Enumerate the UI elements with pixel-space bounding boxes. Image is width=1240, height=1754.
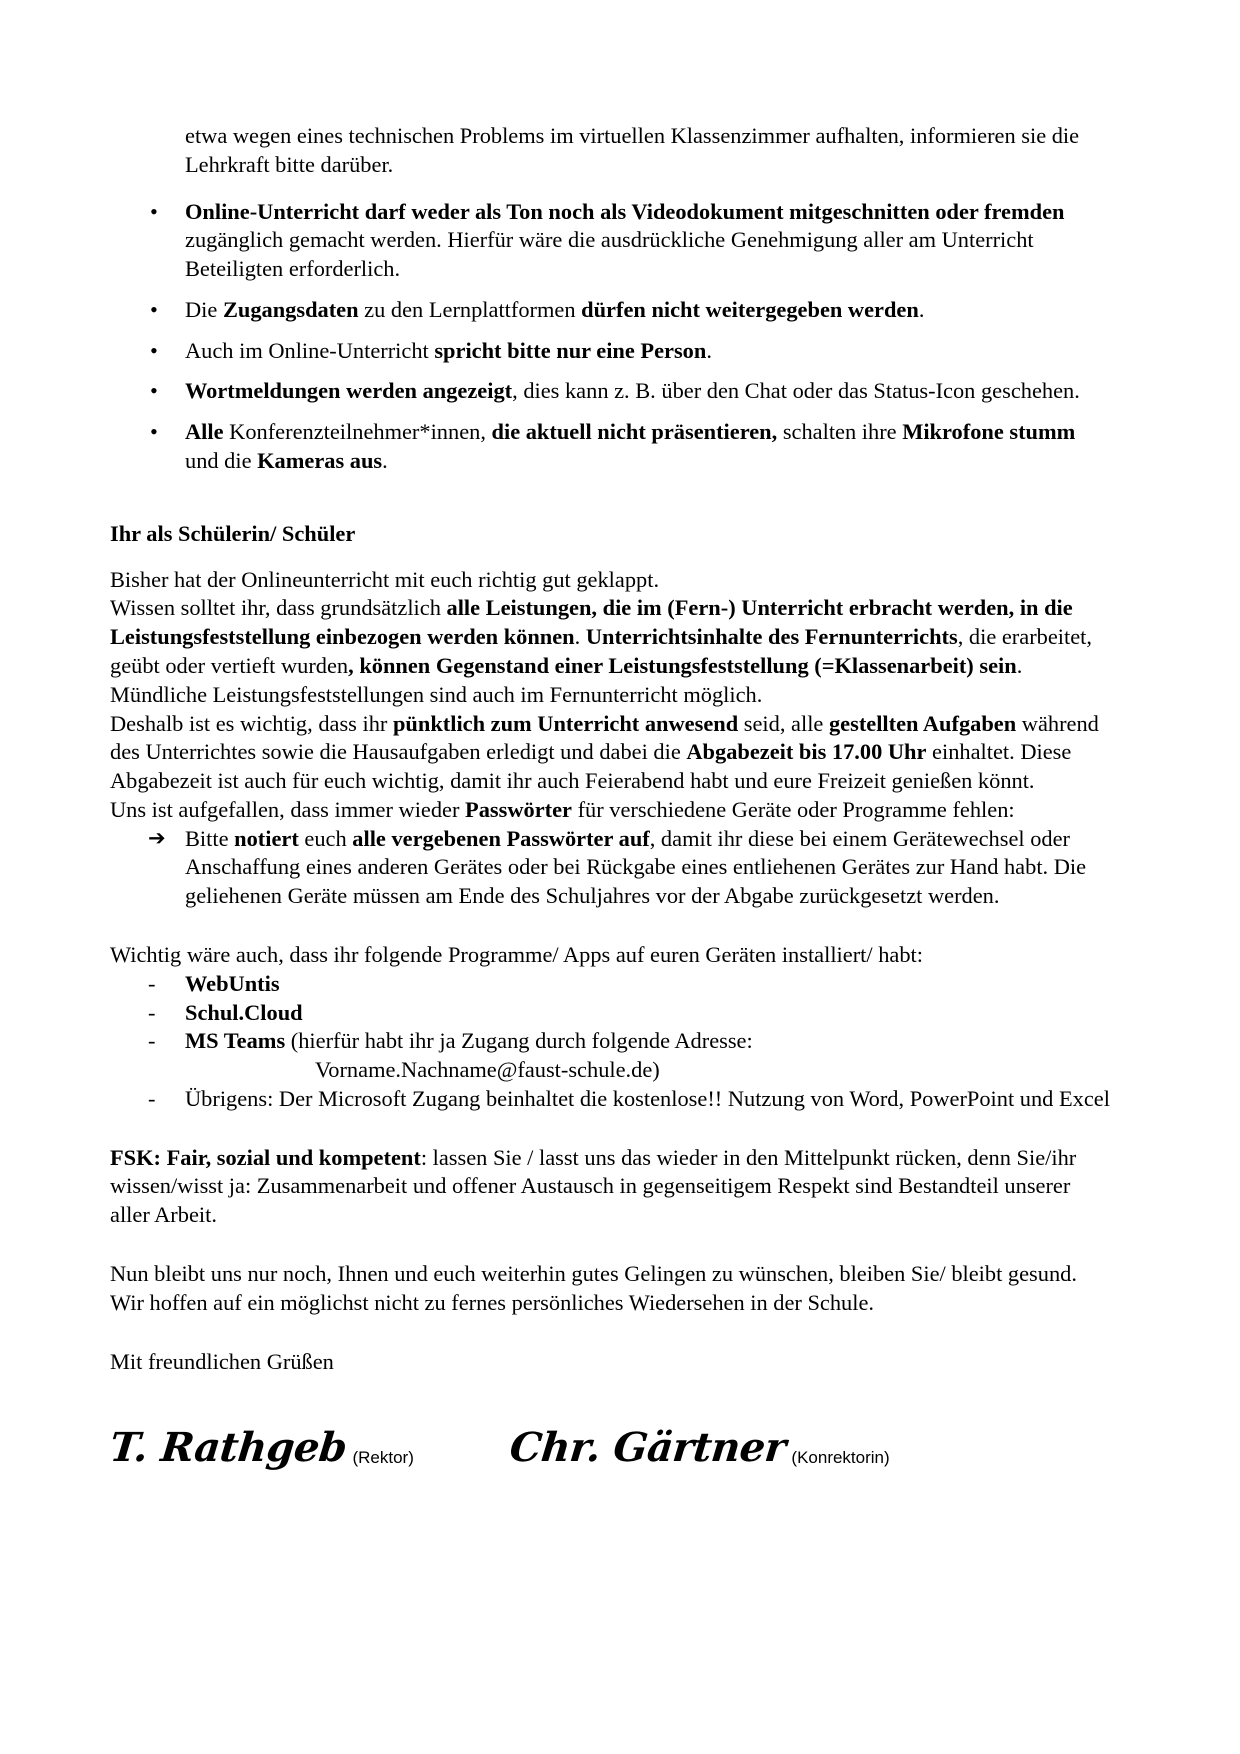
text-run: Wissen solltet ihr, dass grundsätzlich xyxy=(110,595,447,621)
bold-text-run: die aktuell nicht präsentieren, xyxy=(491,419,778,445)
bold-text-run: spricht bitte nur eine Person xyxy=(434,337,707,363)
rule-text xyxy=(185,419,1075,473)
rule-text xyxy=(185,378,1080,403)
email-address-line: Vorname.Nachname@faust-schule.de) xyxy=(315,1057,660,1083)
text-run: . xyxy=(574,624,586,650)
bullet-icon: • xyxy=(150,337,158,363)
app-text xyxy=(185,1086,1110,1111)
text-run: , damit ihr diese bei einem Gerätewechsel oder Anschaffung eines anderen Gerätes oder bei Rückgabe eines entliehenen Gerätes zur Hand habt. Die geliehenen Geräte müssen am Ende des Schuljahres vor der Abgabe zurückgesetzt werden. xyxy=(185,825,1087,909)
text-run: : lassen Sie / lasst uns das wieder in den Mittelpunkt rücken, denn Sie/ihr wissen/wisst ja: Zusammenarbeit und offener Austausch in gegenseitigem Respekt sind Bestandteil unserer aller Arbeit. xyxy=(110,1144,1077,1228)
bold-text-run: Mikrofone stumm xyxy=(902,419,1076,445)
app-list-item xyxy=(110,970,1112,999)
app-list-item xyxy=(110,1085,1112,1114)
bold-text-run: Unterrichtsinhalte des Fernunterrichts xyxy=(585,624,958,650)
bullet-icon: • xyxy=(150,296,158,322)
section-heading-students: Ihr als Schülerin/ Schüler xyxy=(110,520,356,546)
student-paragraph xyxy=(110,710,1112,796)
closing-paragraph: Nun bleibt uns nur noch, Ihnen und euch weiterhin gutes Gelingen zu wünschen, bleiben Sie/ bleibt gesund. Wir hoffen auf ein möglichst nicht zu fernes persönliches Wiedersehen in der Schule. xyxy=(110,1261,1077,1315)
bold-text-run: Abgabezeit bis 17.00 Uhr xyxy=(686,739,927,765)
app-text xyxy=(185,1000,303,1025)
bold-text-run: WebUntis xyxy=(185,970,280,996)
spacer xyxy=(110,1114,1112,1144)
student-paragraph xyxy=(110,796,1112,825)
text-run: während des Unterrichtes sowie die Hausaufgaben erledigt und dabei die xyxy=(110,710,1099,765)
text-run: euch xyxy=(298,825,353,851)
text-run: seid, alle xyxy=(738,710,829,736)
bold-text-run: Kameras aus xyxy=(257,448,383,474)
bold-text-run: Online-Unterricht darf weder als Ton noch als Videodokument mitgeschnitten oder fremden xyxy=(185,198,1065,224)
text-run: und die xyxy=(185,448,258,474)
text-run: Deshalb ist es wichtig, dass ihr xyxy=(110,710,393,736)
dash-bullet-icon: - xyxy=(148,1085,156,1111)
students-paragraphs xyxy=(110,566,1112,825)
text-run: Bisher hat der Onlineunterricht mit euch richtig gut geklappt. xyxy=(110,566,660,592)
bold-text-run: Schul.Cloud xyxy=(185,999,303,1025)
app-text xyxy=(185,1028,753,1053)
signature-role: (Konrektorin) xyxy=(791,1448,890,1468)
signature-role: (Rektor) xyxy=(352,1448,414,1468)
text-run: zugänglich gemacht werden. Hierfür wäre die ausdrückliche Genehmigung aller am Unterricht Beteiligten erforderlich. xyxy=(185,227,1034,282)
app-list-item xyxy=(110,1027,1112,1085)
text-run: . xyxy=(382,448,388,474)
bold-text-run: MS Teams xyxy=(185,1028,286,1054)
bold-text-run: notiert xyxy=(234,825,299,851)
arrow-right-icon: ➔ xyxy=(148,825,166,850)
rule-text xyxy=(185,199,1064,282)
text-run: Bitte xyxy=(185,825,235,851)
text-run: , die erarbeitet, geübt oder vertieft wurden xyxy=(110,624,1092,678)
signature-row xyxy=(107,1424,1112,1472)
spacer xyxy=(110,911,1112,941)
text-run: , dies kann z. B. über den Chat oder das Status-Icon geschehen. xyxy=(512,378,1080,404)
password-note-item xyxy=(110,825,1112,911)
rule-list-item xyxy=(110,337,1112,366)
fsk-paragraph xyxy=(110,1144,1112,1230)
password-note-text xyxy=(185,826,1086,909)
rule-list-item xyxy=(110,418,1112,476)
text-run: einhaltet. Diese Abgabezeit ist auch für euch wichtig, damit ihr auch Feierabend habt und eure Freizeit genießen könnt. xyxy=(110,739,1072,794)
signature-name: T. Rathgeb xyxy=(107,1424,350,1472)
text-run: Uns ist aufgefallen, dass immer wieder xyxy=(110,796,466,822)
rule-text xyxy=(185,297,924,322)
bold-text-run: alle vergebenen Passwörter auf xyxy=(352,825,650,851)
bold-text-run: Passwörter xyxy=(465,796,572,822)
text-run: Konferenzteilnehmer*innen, xyxy=(223,419,492,445)
bold-text-run: dürfen nicht weitergegeben werden xyxy=(581,296,919,322)
bullet-icon: • xyxy=(150,378,158,404)
dash-bullet-icon: - xyxy=(148,1028,156,1054)
password-arrow-list xyxy=(110,825,1112,911)
spacer xyxy=(110,1230,1112,1260)
text-run: schalten ihre xyxy=(777,419,903,445)
text-run: zu den Lernplattformen xyxy=(358,296,582,322)
apps-dash-list xyxy=(110,970,1112,1114)
signature-name: Chr. Gärtner xyxy=(507,1424,788,1472)
apps-lead-in: Wichtig wäre auch, dass ihr folgende Programme/ Apps auf euren Geräten installiert/ habt: xyxy=(110,941,923,967)
text-run: . Mündliche Leistungsfeststellungen sind auch im Fernunterricht möglich. xyxy=(110,652,1023,707)
bold-text-run: gestellten Aufgaben xyxy=(828,710,1017,736)
document-body xyxy=(107,122,1112,1472)
bullet-icon: • xyxy=(150,419,158,445)
student-paragraph xyxy=(110,566,1112,595)
text-run: für verschiedene Geräte oder Programme fehlen: xyxy=(571,796,1015,822)
student-paragraph xyxy=(110,594,1112,709)
bold-text-run: alle Leistungen, die im (Fern-) Unterricht erbracht werden, in die Leistungsfeststellung einbezogen werden können xyxy=(110,595,1073,650)
bold-text-run: FSK: Fair, sozial und kompetent xyxy=(110,1144,421,1170)
rule-list-item xyxy=(110,296,1112,325)
spacer xyxy=(110,1318,1112,1348)
text-run: Die xyxy=(185,296,223,322)
signature-block xyxy=(507,1424,890,1472)
bold-text-run: , können Gegenstand einer Leistungsfeststellung (=Klassenarbeit) sein xyxy=(348,652,1017,678)
text-run: Auch im Online-Unterricht xyxy=(185,337,435,363)
dash-bullet-icon: - xyxy=(148,999,156,1025)
bold-text-run: Zugangsdaten xyxy=(222,296,359,322)
bold-text-run: pünktlich zum Unterricht anwesend xyxy=(392,710,739,736)
signature-block xyxy=(107,1424,510,1472)
rule-list-item xyxy=(110,198,1112,284)
bold-text-run: Wortmeldungen werden angezeigt xyxy=(185,378,513,404)
bullet-icon: • xyxy=(150,198,158,224)
app-text xyxy=(185,971,280,996)
rule-list-item xyxy=(110,377,1112,406)
rule-text xyxy=(185,338,712,363)
bold-text-run: Alle xyxy=(185,419,224,445)
dash-bullet-icon: - xyxy=(148,970,156,996)
text-run: . xyxy=(918,296,925,322)
salutation: Mit freundlichen Grüßen xyxy=(110,1348,334,1374)
text-run: (hierfür habt ihr ja Zugang durch folgende Adresse: xyxy=(285,1028,753,1054)
text-run: . xyxy=(706,337,712,363)
text-run: Übrigens: Der Microsoft Zugang beinhaltet die kostenlose!! Nutzung von Word, PowerPoint und Excel xyxy=(185,1085,1110,1111)
app-list-item xyxy=(110,999,1112,1028)
continued-paragraph: etwa wegen eines technischen Problems im virtuellen Klassenzimmer aufhalten, informieren sie die Lehrkraft bitte darüber. xyxy=(185,123,1080,177)
rules-bullet-list xyxy=(110,198,1112,476)
